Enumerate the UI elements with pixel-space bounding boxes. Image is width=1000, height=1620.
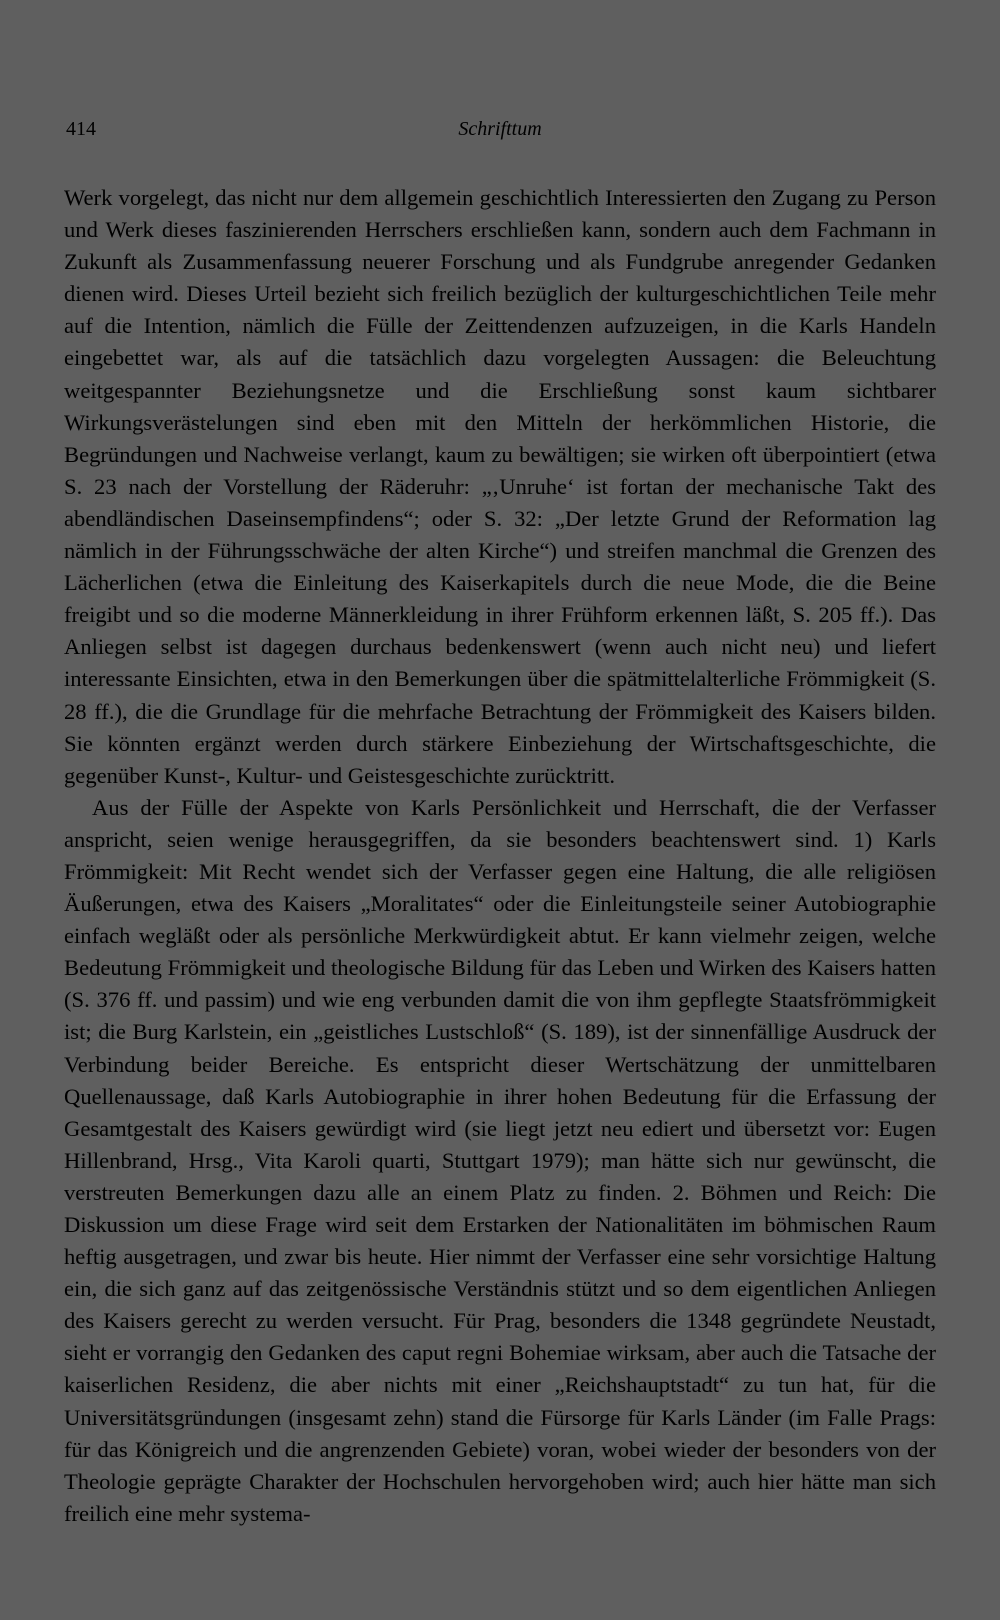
page-number: 414: [66, 118, 96, 140]
page-header: [66, 118, 934, 148]
running-head: Schrifttum: [458, 118, 542, 140]
body-text: [64, 182, 936, 1530]
paragraph-1: Werk vorgelegt, das nicht nur dem allgemein geschichtlich Interessierten den Zugang zu Person und Werk dieses faszinierenden Herrschers erschließen kann, sondern auch dem Fachmann in Zukunft als Zusammenfassung neuerer Forschung und als Fundgrube anregender Gedanken dienen wird. Dieses Urteil bezieht sich freilich bezüglich der kulturgeschichtlichen Teile mehr auf die Intention, nämlich die Fülle der Zeittendenzen aufzuzeigen, in die Karls Handeln eingebettet war, als auf die tatsächlich dazu vorgelegten Aussagen: die Beleuchtung weitgespannter Beziehungsnetze und die Erschließung sonst kaum sichtbarer Wirkungsverästelungen sind eben mit den Mitteln der herkömmlichen Historie, die Begründungen und Nachweise verlangt, kaum zu bewältigen; sie wirken oft überpointiert (etwa S. 23 nach der Vorstellung der Räderuhr: „‚Unruhe‘ ist fortan der mechanische Takt des abendländischen Daseinsempfindens“; oder S. 32: „Der letzte Grund der Reformation lag nämlich in der Führungsschwäche der alten Kirche“) und streifen manchmal die Grenzen des Lächerlichen (etwa die Einleitung des Kaiserkapitels durch die neue Mode, die die Beine freigibt und so die moderne Männerkleidung in ihrer Frühform erkennen läßt, S. 205 ff.). Das Anliegen selbst ist dagegen durchaus bedenkenswert (wenn auch nicht neu) und liefert interessante Einsichten, etwa in den Bemerkungen über die spätmittelalterliche Frömmigkeit (S. 28 ff.), die die Grundlage für die mehrfache Betrachtung der Frömmigkeit des Kaisers bilden. Sie könnten ergänzt werden durch stärkere Einbeziehung der Wirtschaftsgeschichte, die gegenüber Kunst-, Kultur- und Geistesgeschichte zurücktritt.: [64, 185, 936, 788]
paragraph-2: Aus der Fülle der Aspekte von Karls Persönlichkeit und Herrschaft, die der Verfasser anspricht, seien wenige herausgegriffen, da sie besonders beachtenswert sind. 1) Karls Frömmigkeit: Mit Recht wendet sich der Verfasser gegen eine Haltung, die alle religiösen Äußerungen, etwa des Kaisers „Moralitates“ oder die Einleitungsteile seiner Autobiographie einfach wegläßt oder als persönliche Merkwürdigkeit abtut. Er kann vielmehr zeigen, welche Bedeutung Frömmigkeit und theologische Bildung für das Leben und Wirken des Kaisers hatten (S. 376 ff. und passim) und wie eng verbunden damit die von ihm gepflegte Staatsfrömmigkeit ist; die Burg Karlstein, ein „geistliches Lustschloß“ (S. 189), ist der sinnenfällige Ausdruck der Verbindung beider Bereiche. Es entspricht dieser Wertschätzung der unmittelbaren Quellenaussage, daß Karls Autobiographie in ihrer hohen Bedeutung für die Erfassung der Gesamtgestalt des Kaisers gewürdigt wird (sie liegt jetzt neu ediert und übersetzt vor: Eugen Hillenbrand, Hrsg., Vita Karoli quarti, Stuttgart 1979); man hätte sich nur gewünscht, die verstreuten Bemerkungen dazu alle an einem Platz zu finden. 2. Böhmen und Reich: Die Diskussion um diese Frage wird seit dem Erstarken der Nationalitäten im böhmischen Raum heftig ausgetragen, und zwar bis heute. Hier nimmt der Verfasser eine sehr vorsichtige Haltung ein, die sich ganz auf das zeitgenössische Verständnis stützt und so dem eigentlichen Anliegen des Kaisers gerecht zu werden versucht. Für Prag, besonders die 1348 gegründete Neustadt, sieht er vorrangig den Gedanken des caput regni Bohemiae wirksam, aber auch die Tatsache der kaiserlichen Residenz, die aber nichts mit einer „Reichshauptstadt“ zu tun hat, für die Universitätsgründungen (insgesamt zehn) stand die Fürsorge für Karls Länder (im Falle Prags: für das Königreich und die angrenzenden Gebiete) voran, wobei wieder der besonders von der Theologie geprägte Charakter der Hochschulen hervorgehoben wird; auch hier hätte man sich freilich eine mehr systema-: [64, 794, 936, 1526]
